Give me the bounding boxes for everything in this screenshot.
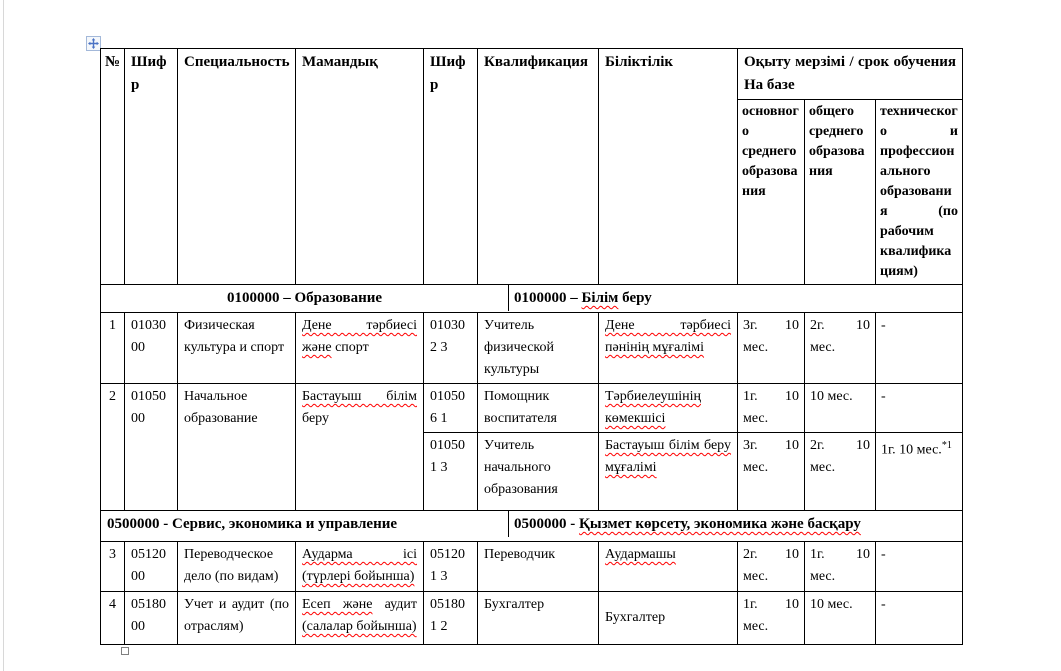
duration-value: 1г. 10 мес.: [743, 389, 799, 426]
specialty-ru: Начальное образование: [184, 389, 258, 426]
qualification-ru: Помощник воспитателя: [484, 389, 557, 426]
qualification-code: 01050 1 3: [430, 438, 465, 475]
row3-duration1-cell[interactable]: [738, 542, 805, 592]
row2a-duration2-cell[interactable]: [805, 384, 876, 433]
row4-qual-ru-cell[interactable]: [478, 592, 599, 645]
row3-code-cell[interactable]: [125, 542, 178, 592]
row3-duration3-cell[interactable]: [876, 542, 963, 592]
specialty-kk: (салалар бойынша): [302, 619, 417, 634]
duration-value: 2г. 10 мес.: [810, 318, 870, 355]
row2a-qual-code-cell[interactable]: [424, 384, 478, 433]
duration-value: -: [881, 389, 886, 404]
section-row-0500000[interactable]: [101, 511, 963, 542]
duration-base-2-label: общего среднего образования: [809, 104, 865, 179]
section-row-0100000[interactable]: [101, 285, 963, 313]
qualification-kk: Тәрбиелеушінің көмекшісі: [605, 389, 701, 426]
row2a-qual-ru-cell[interactable]: [478, 384, 599, 433]
specialty-code: 01030 00: [131, 318, 166, 355]
section-0100000-ru: 0100000 – Образование: [101, 285, 509, 311]
row3-qual-code-cell[interactable]: [424, 542, 478, 592]
col-header-specialty-ru-label: Специальность: [184, 54, 290, 70]
col-header-code-label: Шифр: [131, 54, 167, 93]
qualification-code: 05180 1 2: [430, 597, 465, 634]
row4-specialty-kk-cell[interactable]: [296, 592, 424, 645]
col-header-duration-group[interactable]: [738, 49, 963, 100]
col-header-qualification-ru[interactable]: [478, 49, 599, 285]
duration-value: 3г. 10 мес.: [743, 438, 799, 475]
col-header-duration-base-3[interactable]: [876, 100, 963, 285]
specialty-kk: Бастауыш білім: [302, 389, 417, 404]
specialty-ru: Учет и аудит (по отраслям): [184, 597, 289, 634]
section-0500000-kk: 0500000 - Қызмет көрсету, экономика және басқару: [514, 516, 861, 532]
specialty-kk: Дене тәрбиесі және: [302, 318, 417, 355]
row-number: 2: [109, 389, 116, 404]
duration-value: 1г. 10 мес.: [810, 547, 870, 584]
row-number: 4: [109, 597, 116, 612]
duration-value: 1г. 10 мес.: [881, 442, 942, 458]
qualification-code: 01050 6 1: [430, 389, 465, 426]
row-number: 1: [109, 318, 116, 333]
duration-value: 3г. 10 мес.: [743, 318, 799, 355]
specialty-kk: беру: [302, 411, 329, 426]
duration-value: 10 мес.: [810, 597, 853, 612]
specialty-kk: Аударма ісі (түрлері бойынша): [302, 547, 417, 584]
col-header-qualification-ru-label: Квалификация: [484, 54, 589, 70]
col-header-code[interactable]: [125, 49, 178, 285]
row2b-duration3-cell[interactable]: [876, 433, 963, 511]
row2b-qual-code-cell[interactable]: [424, 433, 478, 511]
col-header-duration-base-1[interactable]: [738, 100, 805, 285]
col-header-num-label: №: [104, 54, 121, 70]
duration-value: 2г. 10 мес.: [743, 547, 799, 584]
qualification-kk: Аудармашы: [605, 547, 676, 562]
qualification-ru: Переводчик: [484, 547, 556, 562]
row1-duration1-cell[interactable]: [738, 313, 805, 384]
row1-qual-code-cell[interactable]: [424, 313, 478, 384]
specialty-ru: Переводческое дело (по видам): [184, 547, 279, 584]
col-header-code2-label: Шифр: [430, 54, 466, 93]
row2a-duration3-cell[interactable]: [876, 384, 963, 433]
section-0100000-kk: 0100000 – Білім беру: [514, 290, 652, 306]
row2b-qual-kk-cell[interactable]: [599, 433, 738, 511]
row2-specialty-ru-cell[interactable]: [178, 384, 296, 511]
qualification-kk: Бастауыш білім беру мұғалімі: [605, 438, 731, 475]
row1-duration3-cell[interactable]: [876, 313, 963, 384]
row2b-qual-ru-cell[interactable]: [478, 433, 599, 511]
qualification-kk: Дене тәрбиесі пәнінің мұғалімі: [605, 318, 731, 355]
row2-code-cell[interactable]: [125, 384, 178, 511]
row3-duration2-cell[interactable]: [805, 542, 876, 592]
col-header-qualification-kk[interactable]: [599, 49, 738, 285]
row4-duration3-cell[interactable]: [876, 592, 963, 645]
row4-num-cell[interactable]: [101, 592, 125, 645]
col-header-specialty-ru[interactable]: [178, 49, 296, 285]
col-header-qualification-kk-label: Біліктілік: [605, 54, 674, 70]
specialty-kk: Есеп және: [302, 597, 373, 612]
duration-value: 2г. 10 мес.: [810, 438, 870, 475]
row3-specialty-ru-cell[interactable]: [178, 542, 296, 592]
duration-value: 10 мес.: [810, 389, 853, 404]
duration-base-3-label: технического и профессионального образования (по рабочим квалификациям): [880, 104, 958, 279]
row-number: 3: [109, 547, 116, 562]
duration-base-1-label: основного среднего образования: [742, 104, 799, 199]
qualification-ru: Учитель физической культуры: [484, 318, 554, 377]
row4-code-cell[interactable]: [125, 592, 178, 645]
row3-num-cell[interactable]: [101, 542, 125, 592]
specialty-code: 05120 00: [131, 547, 166, 584]
qualification-kk: Бухгалтер: [605, 610, 666, 625]
specialty-code: 01050 00: [131, 389, 166, 426]
row2a-duration1-cell[interactable]: [738, 384, 805, 433]
row1-code-cell[interactable]: [125, 313, 178, 384]
row2-num-cell[interactable]: [101, 384, 125, 511]
col-header-num[interactable]: [101, 49, 125, 285]
qualification-ru: Учитель начального образования: [484, 438, 558, 497]
row1-specialty-ru-cell[interactable]: [178, 313, 296, 384]
col-header-code2[interactable]: [424, 49, 478, 285]
row1-duration2-cell[interactable]: [805, 313, 876, 384]
duration-value: 1г. 10 мес.: [743, 597, 799, 634]
row2b-duration1-cell[interactable]: [738, 433, 805, 511]
row1-num-cell[interactable]: [101, 313, 125, 384]
row4-qual-code-cell[interactable]: [424, 592, 478, 645]
row3-qual-kk-cell[interactable]: [599, 542, 738, 592]
col-header-specialty-kk-label: Мамандық: [302, 54, 378, 70]
footnote-marker: *1: [941, 440, 952, 451]
specialty-ru: Физическая культура и спорт: [184, 318, 285, 355]
col-header-specialty-kk[interactable]: [296, 49, 424, 285]
row4-duration1-cell[interactable]: [738, 592, 805, 645]
specialty-kk: спорт: [331, 340, 369, 355]
row2a-qual-kk-cell[interactable]: [599, 384, 738, 433]
row3-specialty-kk-cell[interactable]: [296, 542, 424, 592]
row4-duration2-cell[interactable]: [805, 592, 876, 645]
qualification-code: 01030 2 3: [430, 318, 465, 355]
page-edge-line: [3, 0, 4, 671]
row1-specialty-kk-cell[interactable]: [296, 313, 424, 384]
col-header-duration-base-2[interactable]: [805, 100, 876, 285]
section-0500000-ru: 0500000 - Сервис, экономика и управление: [101, 511, 509, 537]
duration-value: -: [881, 547, 886, 562]
duration-value: -: [881, 318, 886, 333]
specialty-code: 05180 00: [131, 597, 166, 634]
table-end-marker[interactable]: [121, 647, 129, 655]
qualification-ru: Бухгалтер: [484, 597, 545, 612]
qualification-code: 05120 1 3: [430, 547, 465, 584]
row4-specialty-ru-cell[interactable]: [178, 592, 296, 645]
duration-value: -: [881, 597, 886, 612]
specialty-kk: аудит: [372, 597, 417, 612]
specialties-table: [100, 48, 963, 645]
row3-qual-ru-cell[interactable]: [478, 542, 599, 592]
row2-specialty-kk-cell[interactable]: [296, 384, 424, 511]
table-move-handle[interactable]: [86, 36, 101, 51]
row2b-duration2-cell[interactable]: [805, 433, 876, 511]
move-arrows-icon: [88, 38, 99, 49]
row1-qual-ru-cell[interactable]: [478, 313, 599, 384]
duration-group-label: Оқыту мерзімі / срок обучения На базе: [744, 54, 956, 93]
row4-qual-kk-cell[interactable]: [599, 592, 738, 645]
row1-qual-kk-cell[interactable]: [599, 313, 738, 384]
